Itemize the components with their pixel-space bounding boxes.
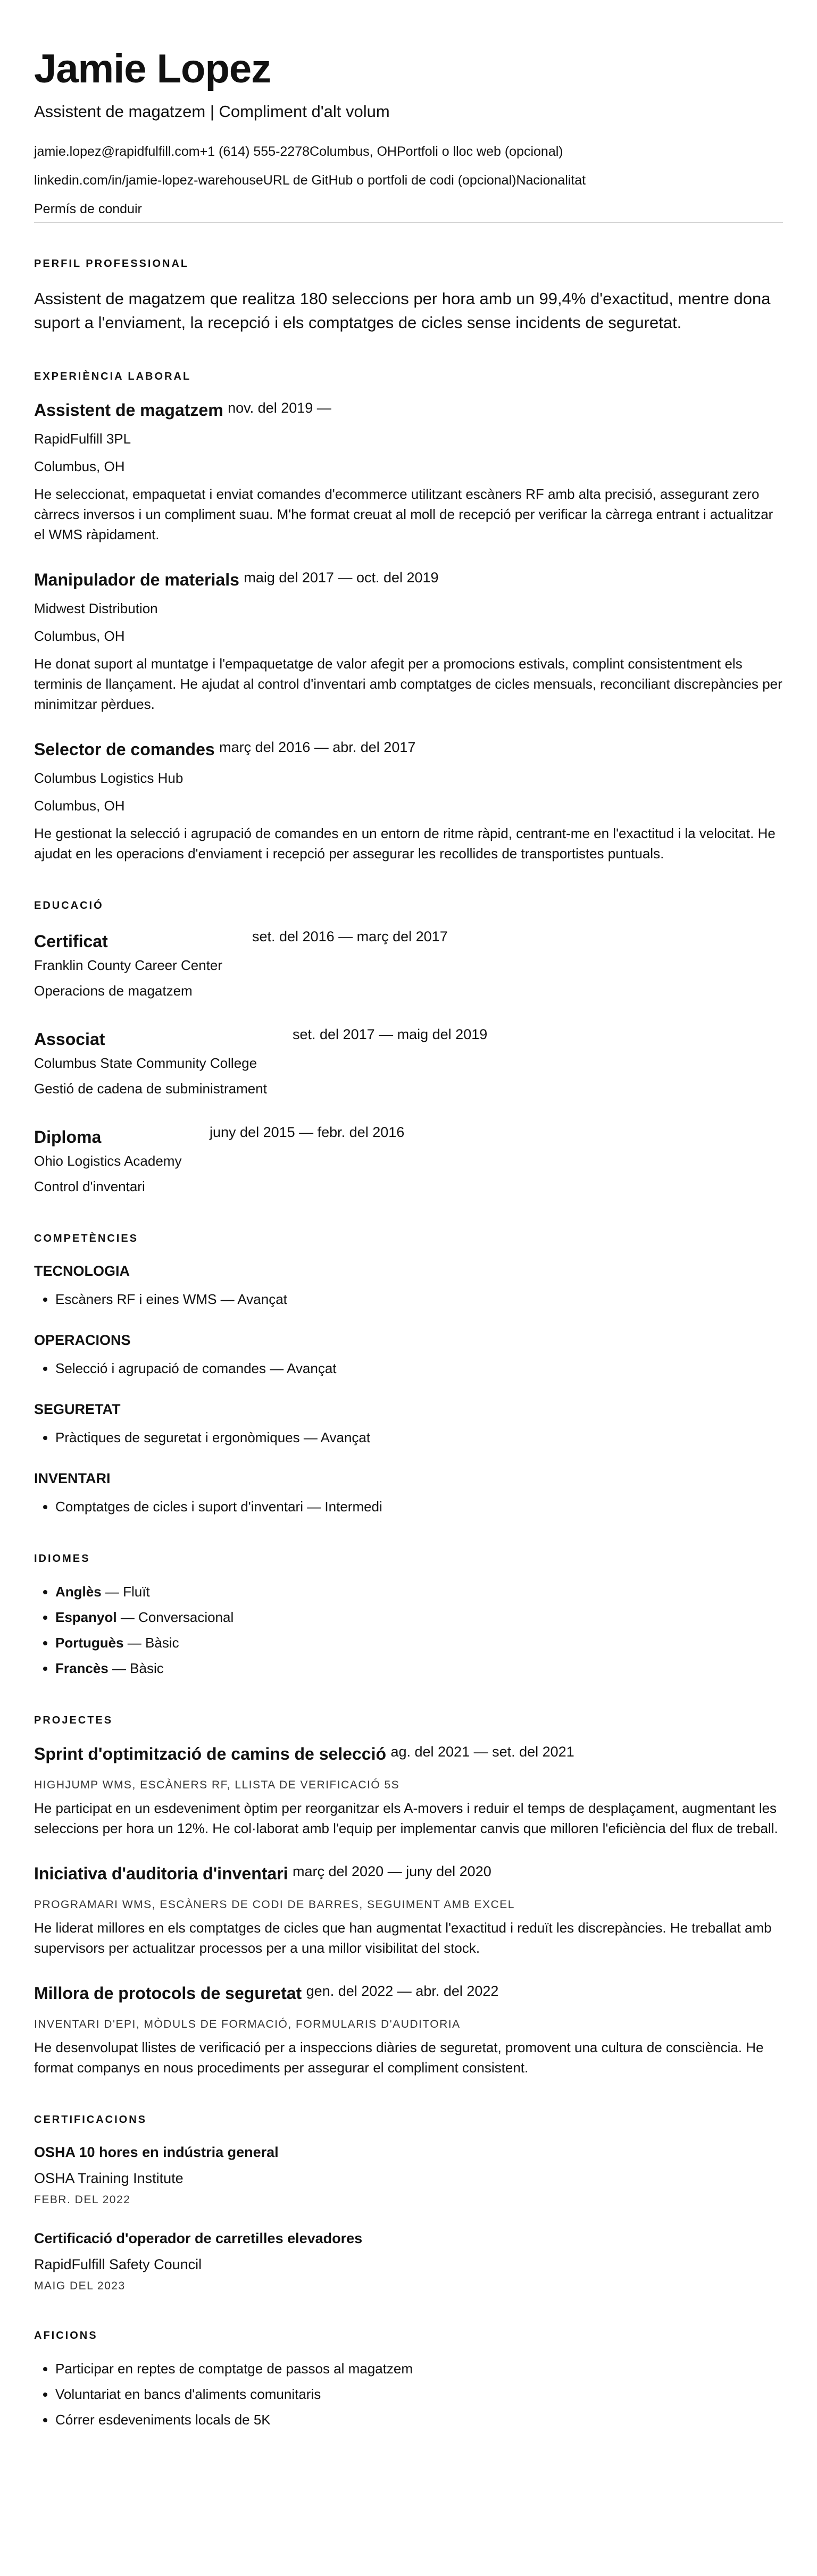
resume-header xyxy=(34,0,783,223)
school-name: Ohio Logistics Academy xyxy=(34,1153,182,1169)
skill-group xyxy=(34,1400,783,1448)
summary-section xyxy=(34,257,783,334)
job-dates: nov. del 2019 — xyxy=(228,400,331,416)
hobbies-section xyxy=(34,2329,783,2430)
certification-entry xyxy=(34,2143,783,2207)
skill-category: SEGURETAT xyxy=(34,1401,121,1417)
job-dates: maig del 2017 — oct. del 2019 xyxy=(244,570,439,586)
project-entry xyxy=(34,1983,783,2078)
certification-issuer: RapidFulfill Safety Council xyxy=(34,2256,202,2272)
skill-group xyxy=(34,1469,783,1517)
experience-entry xyxy=(34,739,783,864)
language-item xyxy=(55,1582,783,1602)
language-name: Portuguès xyxy=(55,1635,124,1651)
school-name: Franklin County Career Center xyxy=(34,957,223,973)
experience-entry xyxy=(34,569,783,714)
project-description: He liderat millores en els comptatges de cicles que han augmentat l'exactitud i reduït les discrepàncies. He treballat amb supervisors per actualitzar processos per a una millor visibilitat del stock. xyxy=(34,1920,772,1956)
section-title: COMPETÈNCIES xyxy=(34,1233,139,1244)
project-name: Sprint d'optimització de camins de selecció xyxy=(34,1744,386,1763)
field-of-study: Gestió de cadena de subministrament xyxy=(34,1081,267,1097)
projects-section xyxy=(34,1713,783,2078)
education-section xyxy=(34,899,783,1197)
project-tech: PROGRAMARI WMS, ESCÀNERS DE CODI DE BARRES, SEGUIMENT AMB EXCEL xyxy=(34,1898,515,1911)
language-name: Anglès xyxy=(55,1584,102,1600)
degree-title: Associat xyxy=(34,1030,105,1049)
project-name: Iniciativa d'auditoria d'inventari xyxy=(34,1864,288,1883)
skill-item: • Escàners RF i eines WMS — Avançat xyxy=(55,1289,783,1309)
company-name: Columbus Logistics Hub xyxy=(34,770,184,786)
hobby-item: • Córrer esdeveniments locals de 5K xyxy=(55,2410,783,2430)
job-description: He seleccionat, empaquetat i enviat comandes d'ecommerce utilitzant escàners RF amb alta precisió, assegurant zero càrrecs inversos i un compliment suau. M'he format creuat al moll de recepció per verificar la càrrega entrant i actualitzar el WMS ràpidament. xyxy=(34,486,773,542)
job-title: Selector de comandes xyxy=(34,740,215,759)
certification-date: FEBR. DEL 2022 xyxy=(34,2194,131,2206)
section-title: EXPERIÈNCIA LABORAL xyxy=(34,371,191,382)
job-location: Columbus, OH xyxy=(34,798,125,814)
project-dates: març del 2020 — juny del 2020 xyxy=(293,1863,491,1879)
section-title: PERFIL PROFESSIONAL xyxy=(34,258,189,270)
job-location: Columbus, OH xyxy=(34,458,125,474)
education-entry xyxy=(34,1124,783,1197)
contact-line: linkedin.com/in/jamie-lopez-warehouseURL de GitHub o portfoli de codi (opcional)Nacionalitat xyxy=(34,173,586,188)
header-divider xyxy=(34,222,783,223)
degree-title: Certificat xyxy=(34,932,108,951)
experience-entry xyxy=(34,399,783,545)
language-name: Espanyol xyxy=(55,1609,117,1625)
language-item xyxy=(55,1658,783,1678)
job-description: He gestionat la selecció i agrupació de comandes en un entorn de ritme ràpid, centrant-me en l'exactitud i la velocitat. He ajudat en les operacions d'enviament i recepció per assegurar les recollides de transportistes puntuals. xyxy=(34,825,776,862)
project-description: He participat en un esdeveniment òptim per reorganitzar els A-movers i reduir el temps de desplaçament, augmentant les seleccions per hora un 12%. He col·laborat amb l'equip per implementar canvis que milloren l'eficiència del flux de treball. xyxy=(34,1800,778,1836)
skill-category: INVENTARI xyxy=(34,1470,111,1486)
education-entry xyxy=(34,929,783,1001)
hobby-item: • Participar en reptes de comptatge de passos al magatzem xyxy=(55,2358,783,2379)
skills-section xyxy=(34,1232,783,1517)
section-title: AFICIONS xyxy=(34,2330,98,2341)
section-title: EDUCACIÓ xyxy=(34,900,104,911)
experience-section xyxy=(34,370,783,864)
skill-item: • Selecció i agrupació de comandes — Avançat xyxy=(55,1358,783,1378)
language-item xyxy=(55,1607,783,1627)
project-dates: ag. del 2021 — set. del 2021 xyxy=(390,1744,574,1760)
skill-item: • Pràctiques de seguretat i ergonòmiques — Avançat xyxy=(55,1427,783,1448)
job-title: Manipulador de materials xyxy=(34,570,239,589)
summary-text: Assistent de magatzem que realitza 180 seleccions per hora amb un 99,4% d'exactitud, mentre dona suport a l'enviament, la recepció i els comptatges de cicles sense incidents de seguretat. xyxy=(34,289,771,332)
education-dates: set. del 2017 — maig del 2019 xyxy=(293,1026,488,1042)
languages-section xyxy=(34,1552,783,1678)
certifications-section xyxy=(34,2113,783,2294)
contact-info xyxy=(34,143,783,218)
hobby-item: • Voluntariat en bancs d'aliments comunitaris xyxy=(55,2384,783,2404)
skill-group xyxy=(34,1261,783,1309)
section-title: IDIOMES xyxy=(34,1553,90,1565)
job-dates: març del 2016 — abr. del 2017 xyxy=(219,739,416,755)
language-level: — Bàsic xyxy=(123,1635,179,1651)
project-tech: INVENTARI D'EPI, MÒDULS DE FORMACIÓ, FORMULARIS D'AUDITORIA xyxy=(34,2018,461,2030)
skill-group xyxy=(34,1331,783,1378)
language-level: — Bàsic xyxy=(108,1660,164,1676)
project-tech: HIGHJUMP WMS, ESCÀNERS RF, LLISTA DE VERIFICACIÓ 5S xyxy=(34,1779,400,1791)
certification-name: Certificació d'operador de carretilles elevadores xyxy=(34,2230,363,2246)
contact-line: jamie.lopez@rapidfulfill.com+1 (614) 555-2278Columbus, OHPortfoli o lloc web (opcional) xyxy=(34,144,563,159)
contact-line: Permís de conduir xyxy=(34,202,142,216)
project-description: He desenvolupat llistes de verificació per a inspeccions diàries de seguretat, promovent una cultura de consciència. He format companys en nous procediments per assegurar el compliment consistent. xyxy=(34,2039,764,2076)
language-level: — Fluït xyxy=(101,1584,150,1600)
job-location: Columbus, OH xyxy=(34,628,125,644)
company-name: RapidFulfill 3PL xyxy=(34,431,131,447)
company-name: Midwest Distribution xyxy=(34,600,158,616)
school-name: Columbus State Community College xyxy=(34,1055,257,1071)
education-dates: set. del 2016 — març del 2017 xyxy=(252,929,448,944)
candidate-headline: Assistent de magatzem | Compliment d'alt volum xyxy=(34,102,390,121)
education-dates: juny del 2015 — febr. del 2016 xyxy=(210,1124,405,1140)
certification-issuer: OSHA Training Institute xyxy=(34,2170,184,2186)
language-item xyxy=(55,1633,783,1653)
language-level: — Conversacional xyxy=(116,1609,234,1625)
language-name: Francès xyxy=(55,1660,109,1676)
job-title: Assistent de magatzem xyxy=(34,400,223,420)
education-entry xyxy=(34,1026,783,1099)
project-entry xyxy=(34,1743,783,1838)
project-entry xyxy=(34,1863,783,1958)
skill-category: OPERACIONS xyxy=(34,1332,131,1348)
skill-category: TECNOLOGIA xyxy=(34,1263,130,1279)
certification-name: OSHA 10 hores en indústria general xyxy=(34,2144,279,2160)
job-description: He donat suport al muntatge i l'empaquetatge de valor afegit per a promocions estivals, complint consistentment els terminis de llançament. He ajudat al control d'inventari amb comptatges de cicles mensuals, reconciliant discrepàncies per minimitzar pèrdues. xyxy=(34,656,782,712)
field-of-study: Control d'inventari xyxy=(34,1178,145,1194)
certification-date: MAIG DEL 2023 xyxy=(34,2280,126,2292)
section-title: CERTIFICACIONS xyxy=(34,2114,147,2126)
degree-title: Diploma xyxy=(34,1127,102,1147)
project-dates: gen. del 2022 — abr. del 2022 xyxy=(306,1983,499,1999)
project-name: Millora de protocols de seguretat xyxy=(34,1984,302,2003)
section-title: PROJECTES xyxy=(34,1714,113,1726)
certification-entry xyxy=(34,2229,783,2294)
candidate-name: Jamie Lopez xyxy=(34,46,271,91)
field-of-study: Operacions de magatzem xyxy=(34,983,193,999)
skill-item: • Comptatges de cicles i suport d'inventari — Intermedi xyxy=(55,1496,783,1517)
